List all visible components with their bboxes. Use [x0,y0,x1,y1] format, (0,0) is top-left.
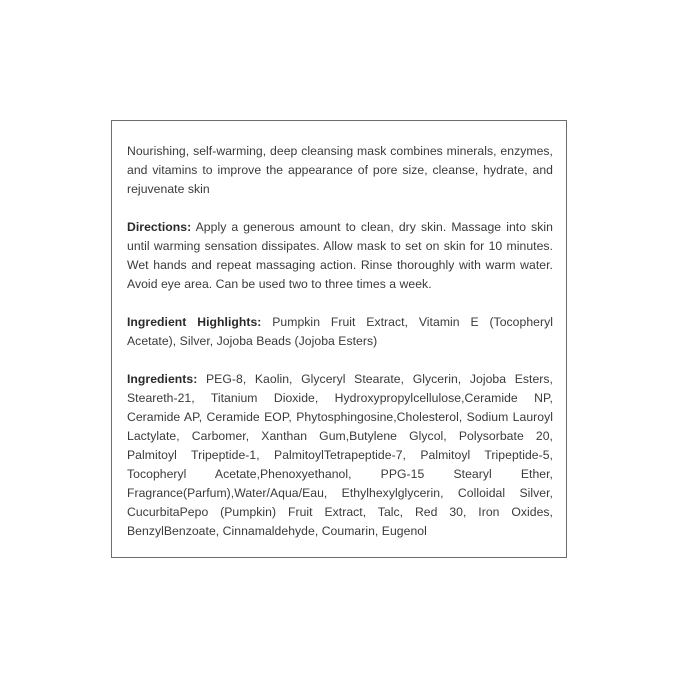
product-info-panel [111,120,567,558]
directions-paragraph [127,218,553,294]
ingredients-paragraph [127,370,553,541]
intro-paragraph: Nourishing, self-warming, deep cleansing mask combines minerals, enzymes, and vitamins to improve the appearance of pore size, cleanse, hydrate, and rejuvenate skin [127,144,553,196]
highlights-label: Ingredient Highlights: [127,315,262,329]
ingredients-text: PEG-8, Kaolin, Glyceryl Stearate, Glycerin, Jojoba Esters, Steareth-21, Titanium Dioxide, Hydroxypropylcellulose,Ceramide NP, Ceramide AP, Ceramide EOP, Phytosphingosine,Cholesterol, Sodium Lauroyl Lactylate, Carbomer, Xanthan Gum,Butylene Glycol, Polysorbate 20, Palmitoyl Tripeptide-1, PalmitoylTetrapeptide-7, Palmitoyl Tripeptide-5, Tocopheryl Acetate,Phenoxyethanol, PPG-15 Stearyl Ether, Fragrance(Parfum),Water/Aqua/Eau, Ethylhexylglycerin, Colloidal Silver, CucurbitaPepo (Pumpkin) Fruit Extract, Talc, Red 30, Iron Oxides, BenzylBenzoate, Cinnamaldehyde, Coumarin, Eugenol [127,372,553,538]
product-info-content [127,142,553,541]
directions-text: Apply a generous amount to clean, dry skin. Massage into skin until warming sensation dissipates. Allow mask to set on skin for 10 minutes. Wet hands and repeat massaging action. Rinse thoroughly with warm water. Avoid eye area. Can be used two to three times a week. [127,220,553,291]
highlights-paragraph [127,313,553,351]
directions-label: Directions: [127,220,192,234]
ingredients-label: Ingredients: [127,372,198,386]
highlights-text: Pumpkin Fruit Extract, Vitamin E (Tocopheryl Acetate), Silver, Jojoba Beads (Jojoba Esters) [127,315,553,348]
